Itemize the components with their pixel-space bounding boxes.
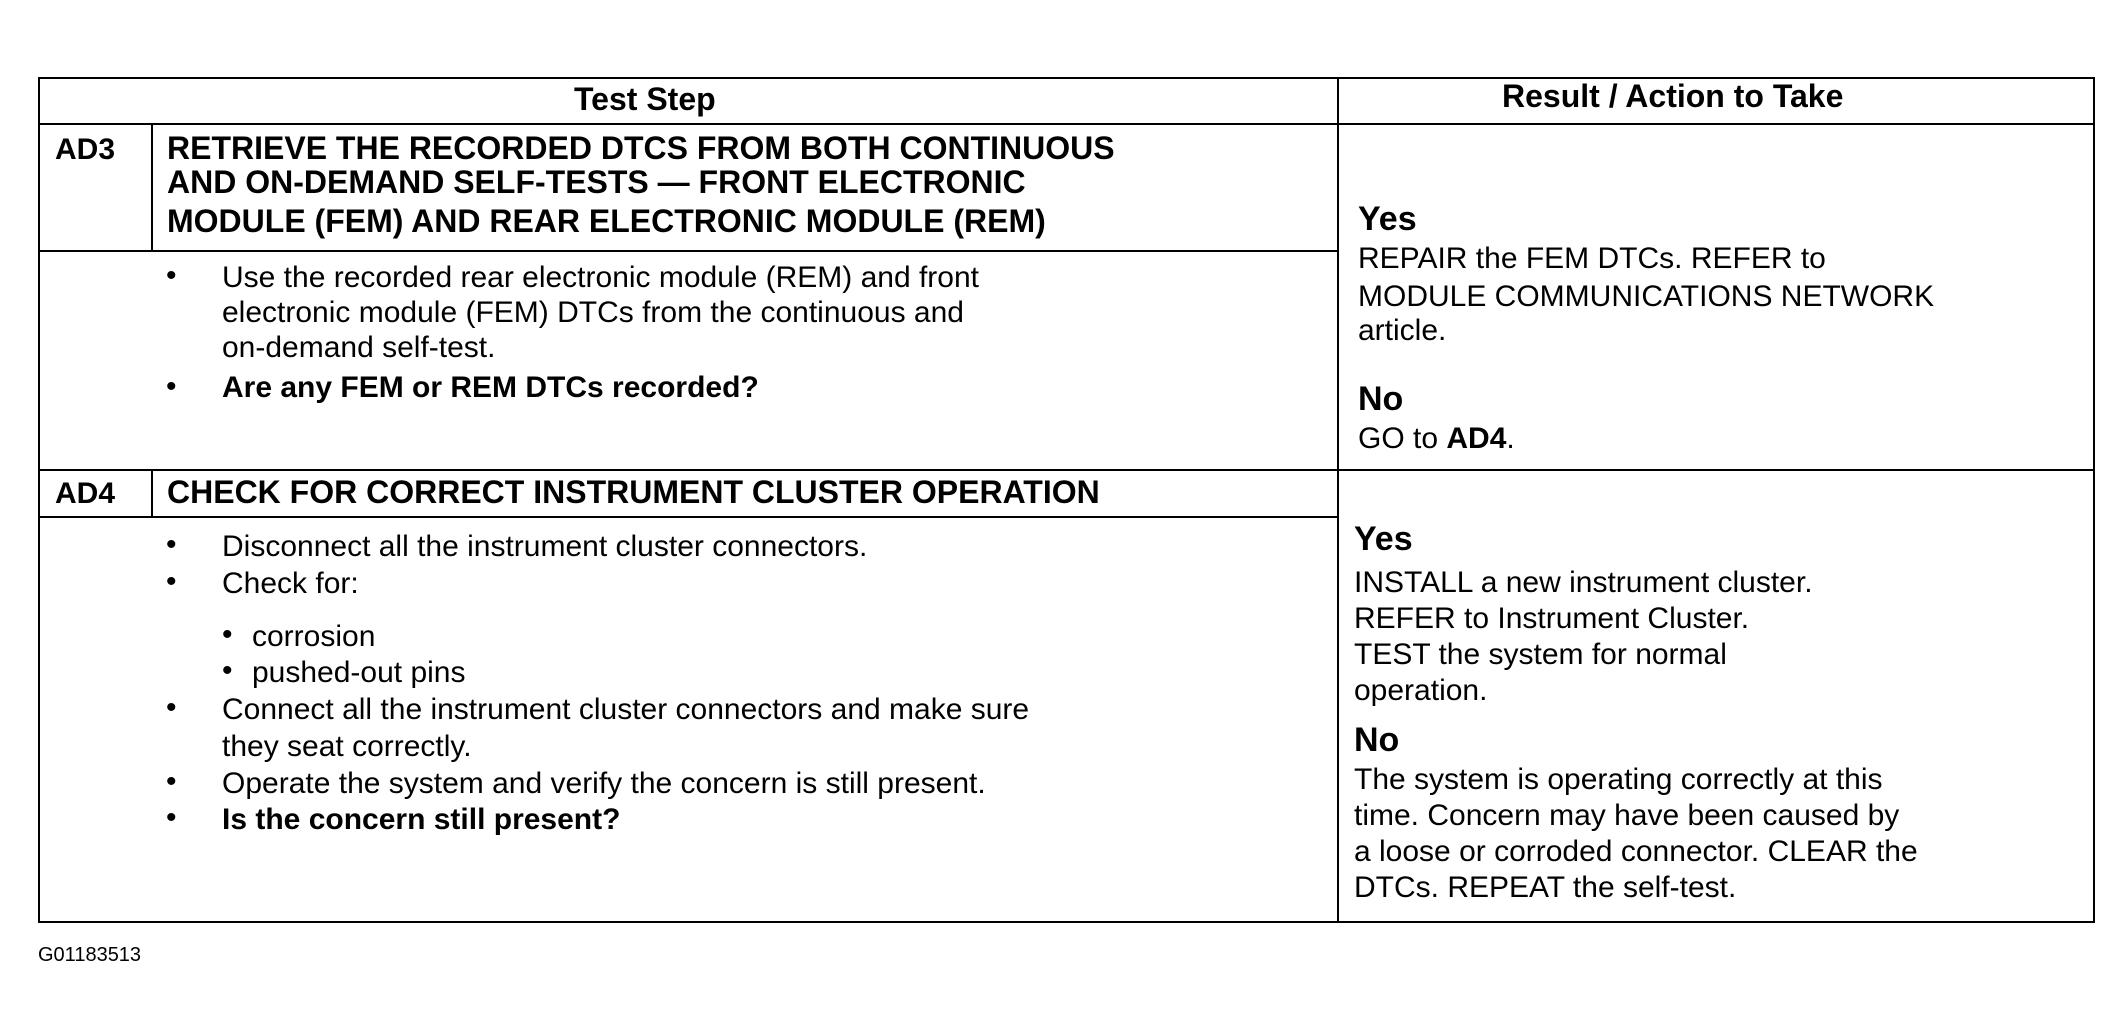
result-line: time. Concern may have been caused by	[1354, 799, 1900, 832]
sub-bullet-icon: •	[222, 654, 233, 687]
result-line: a loose or corroded connector. CLEAR the	[1354, 835, 1918, 868]
step-reference[interactable]: AD4	[1446, 422, 1507, 455]
yes-label: Yes	[1354, 520, 1413, 558]
step-title-line: MODULE (FEM) AND REAR ELECTRONIC MODULE (REM)	[167, 203, 1046, 239]
ad4-id-divider	[151, 469, 153, 517]
instruction-line: electronic module (FEM) DTCs from the continuous and	[222, 296, 964, 329]
instruction-line: Operate the system and verify the concern is still present.	[222, 767, 986, 800]
sub-item: pushed-out pins	[252, 656, 466, 689]
instruction-line: Use the recorded rear electronic module (REM) and front	[222, 261, 980, 294]
result-line: operation.	[1354, 674, 1488, 707]
header-test-step: Test Step	[574, 81, 716, 117]
result-line: MODULE COMMUNICATIONS NETWORK	[1358, 280, 1935, 313]
step-id-ad4: AD4	[55, 477, 116, 510]
bullet-icon: •	[166, 528, 177, 561]
result-line: TEST the system for normal	[1354, 638, 1727, 671]
instruction-line: on-demand self-test.	[222, 331, 496, 364]
no-label: No	[1358, 380, 1404, 418]
question-line: Are any FEM or REM DTCs recorded?	[222, 371, 759, 404]
bullet-icon: •	[166, 691, 177, 724]
bullet-icon: •	[166, 765, 177, 798]
sub-item: corrosion	[252, 620, 376, 653]
bullet-icon: •	[166, 370, 177, 403]
ad3-id-divider	[151, 123, 153, 251]
instruction-line: Check for:	[222, 567, 359, 600]
instruction-line: they seat correctly.	[222, 730, 472, 763]
instruction-line: Connect all the instrument cluster connectors and make sure	[222, 693, 1030, 726]
result-line: The system is operating correctly at this	[1354, 763, 1883, 796]
header-divider	[38, 123, 2095, 125]
step-title-line: RETRIEVE THE RECORDED DTCS FROM BOTH CONTINUOUS	[167, 130, 1115, 166]
no-label: No	[1354, 721, 1400, 759]
bullet-icon: •	[166, 565, 177, 598]
result-line: article.	[1358, 314, 1447, 347]
step-id-ad3: AD3	[55, 133, 116, 166]
result-line: GO to AD4.	[1358, 422, 1515, 455]
column-divider	[1337, 77, 1339, 923]
result-line: INSTALL a new instrument cluster.	[1354, 566, 1813, 599]
result-line: DTCs. REPEAT the self-test.	[1354, 871, 1737, 904]
bullet-icon: •	[166, 259, 177, 292]
figure-id: G01183513	[38, 944, 142, 966]
row-divider	[38, 469, 2095, 471]
step-title-line: AND ON-DEMAND SELF-TESTS — FRONT ELECTRONIC	[167, 164, 1026, 200]
sub-bullet-icon: •	[222, 618, 233, 651]
step-title-line: CHECK FOR CORRECT INSTRUMENT CLUSTER OPERATION	[167, 474, 1100, 510]
header-result-action: Result / Action to Take	[1502, 78, 1844, 114]
result-line: REPAIR the FEM DTCs. REFER to	[1358, 242, 1826, 275]
result-line: REFER to Instrument Cluster.	[1354, 602, 1750, 635]
instruction-line: Disconnect all the instrument cluster connectors.	[222, 530, 868, 563]
question-line: Is the concern still present?	[222, 803, 621, 836]
bullet-icon: •	[166, 801, 177, 834]
ad4-title-divider	[38, 516, 1338, 518]
yes-label: Yes	[1358, 200, 1417, 238]
ad3-title-divider	[38, 250, 1338, 252]
